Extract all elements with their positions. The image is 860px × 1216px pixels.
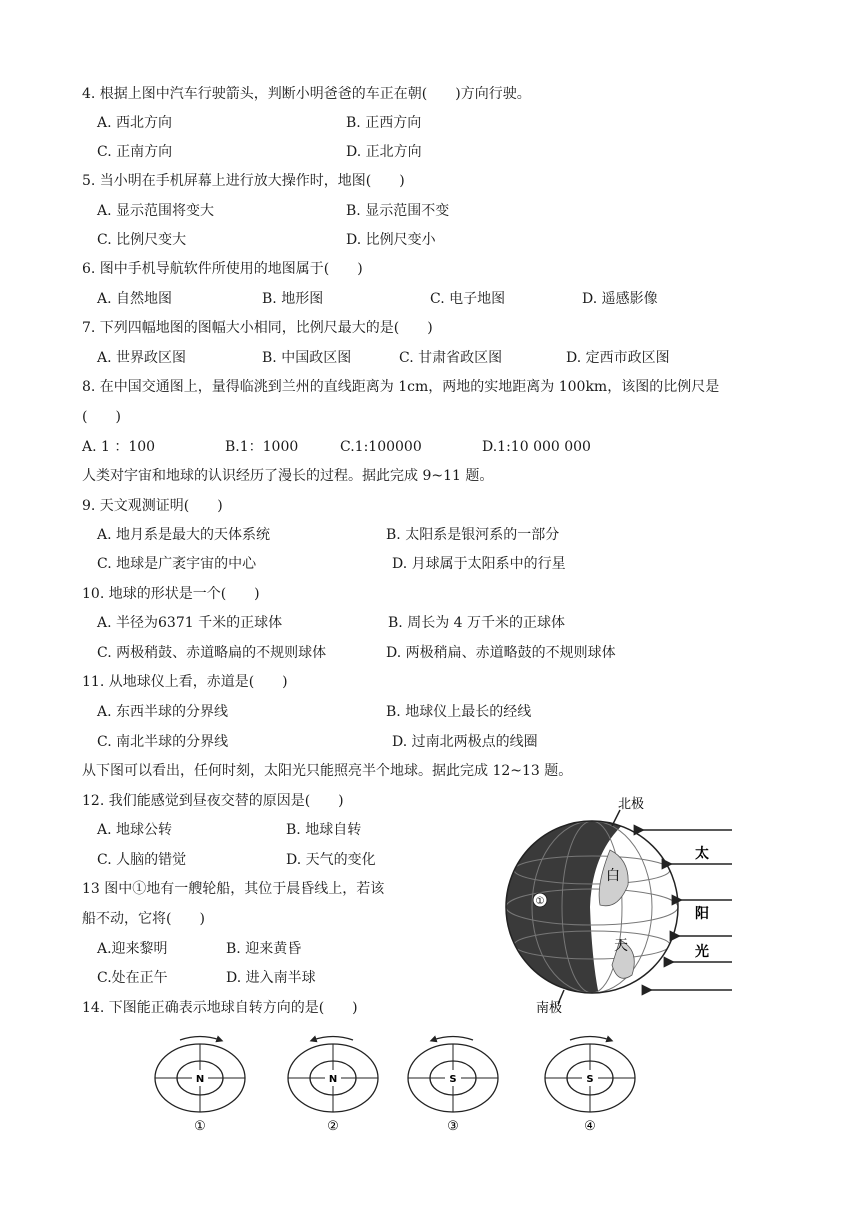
question-13-stem: 13 图中①地有一艘轮船，其位于晨昏线上，若该: [82, 881, 385, 897]
sunlight-label-3: 光: [695, 944, 709, 960]
rotation-figures: [140, 1030, 660, 1135]
sunlight-label-2: 阳: [695, 906, 709, 922]
q9-option-c: C. 地球是广袤宇宙的中心: [97, 556, 257, 572]
q10-option-d: D. 两极稍扁、赤道略鼓的不规则球体: [386, 645, 616, 661]
sunlight-label-1: 太: [695, 846, 709, 862]
q10-option-c: C. 两极稍鼓、赤道略扁的不规则球体: [97, 645, 327, 661]
question-8-stem: 8. 在中国交通图上，量得临洮到兰州的直线距离为 1cm，两地的实地距离为 100km，该图的比例尺是: [82, 379, 720, 395]
q6-option-d: D. 遥感影像: [582, 291, 658, 307]
q4-option-a: A. 西北方向: [97, 115, 173, 131]
q6-option-b: B. 地形图: [262, 291, 324, 307]
q10-option-a: A. 半径为6371 千米的正球体: [97, 615, 283, 631]
q8-option-c: C.1:100000: [340, 439, 422, 455]
q8-option-d: D.1:10 000 000: [482, 439, 591, 455]
section-intro-12-13: 从下图可以看出，任何时刻，太阳光只能照亮半个地球。据此完成 12~13 题。: [82, 763, 573, 779]
south-pole-label: 南极: [536, 1001, 563, 1015]
q5-option-b: B. 显示范围不变: [346, 203, 450, 219]
question-12-stem: 12. 我们能感觉到昼夜交替的原因是( ): [82, 793, 344, 809]
question-4-stem: 4. 根据上图中汽车行驶箭头，判断小明爸爸的车正在朝( )方向行驶。: [82, 86, 531, 102]
q13-option-d: D. 进入南半球: [226, 970, 316, 986]
question-7-stem: 7. 下列四幅地图的图幅大小相同，比例尺最大的是( ): [82, 320, 433, 336]
question-6-stem: 6. 图中手机导航软件所使用的地图属于( ): [82, 261, 363, 277]
rotation-num-3: ③: [447, 1119, 459, 1134]
question-14-stem: 14. 下图能正确表示地球自转方向的是( ): [82, 1000, 358, 1016]
rotation-num-1: ①: [194, 1119, 206, 1134]
rotation-pole-3: S: [449, 1074, 457, 1085]
q9-option-d: D. 月球属于太阳系中的行星: [392, 556, 566, 572]
q5-option-c: C. 比例尺变大: [97, 232, 187, 248]
q11-option-a: A. 东西半球的分界线: [97, 704, 229, 720]
q4-option-d: D. 正北方向: [346, 144, 422, 160]
rotation-diagrams: [140, 1030, 660, 1135]
q8-option-b: B.1：1000: [225, 439, 299, 455]
q5-option-a: A. 显示范围将变大: [97, 203, 215, 219]
q13-option-c: C.处在正午: [97, 970, 168, 986]
q13-option-a: A.迎来黎明: [97, 941, 168, 957]
question-5-stem: 5. 当小明在手机屏幕上进行放大操作时，地图( ): [82, 173, 405, 189]
rotation-num-4: ④: [584, 1119, 596, 1134]
rotation-num-2: ②: [327, 1119, 339, 1134]
q13-option-b: B. 迎来黄昏: [226, 941, 302, 957]
rotation-figure-1: [155, 1037, 245, 1135]
rotation-figure-3: [408, 1037, 498, 1135]
question-9-stem: 9. 天文观测证明( ): [82, 498, 223, 514]
q10-option-b: B. 周长为 4 万千米的正球体: [388, 615, 565, 631]
question-11-stem: 11. 从地球仪上看，赤道是( ): [82, 674, 288, 690]
q7-option-d: D. 定西市政区图: [566, 350, 670, 366]
q12-option-a: A. 地球公转: [97, 822, 173, 838]
q12-option-d: D. 天气的变化: [286, 852, 376, 868]
q12-option-c: C. 人脑的错觉: [97, 852, 187, 868]
globe-point-label: ①: [535, 896, 545, 907]
globe-map-label-2: 天: [614, 938, 628, 954]
q4-option-b: B. 正西方向: [346, 115, 422, 131]
question-8-stem-cont: ( ): [82, 409, 121, 425]
q11-option-c: C. 南北半球的分界线: [97, 734, 229, 750]
q5-option-d: D. 比例尺变小: [346, 232, 436, 248]
q7-option-c: C. 甘肃省政区图: [399, 350, 503, 366]
rotation-pole-2: N: [328, 1074, 338, 1085]
q4-option-c: C. 正南方向: [97, 144, 173, 160]
north-pole-label: 北极: [618, 797, 645, 812]
question-13-stem-cont: 船不动，它将( ): [82, 911, 205, 927]
question-10-stem: 10. 地球的形状是一个( ): [82, 586, 260, 602]
q9-option-b: B. 太阳系是银河系的一部分: [386, 527, 560, 543]
globe-diagram: [500, 790, 750, 1015]
q6-option-a: A. 自然地图: [97, 291, 173, 307]
rotation-pole-1: N: [195, 1074, 205, 1085]
globe-day-night-figure: [500, 790, 750, 1015]
rotation-figure-2: [288, 1037, 378, 1135]
q12-option-b: B. 地球自转: [286, 822, 362, 838]
rotation-figure-4: [545, 1037, 635, 1135]
section-intro-9-11: 人类对宇宙和地球的认识经历了漫长的过程。据此完成 9~11 题。: [82, 468, 494, 484]
q11-option-d: D. 过南北两极点的线圈: [392, 734, 538, 750]
q7-option-b: B. 中国政区图: [262, 350, 352, 366]
q6-option-c: C. 电子地图: [430, 291, 506, 307]
q8-option-a: A. 1 ：100: [82, 439, 156, 455]
q11-option-b: B. 地球仪上最长的经线: [386, 704, 532, 720]
q7-option-a: A. 世界政区图: [97, 350, 187, 366]
q9-option-a: A. 地月系是最大的天体系统: [97, 527, 271, 543]
rotation-pole-4: S: [586, 1074, 594, 1085]
globe-map-label-1: 白: [606, 868, 620, 884]
